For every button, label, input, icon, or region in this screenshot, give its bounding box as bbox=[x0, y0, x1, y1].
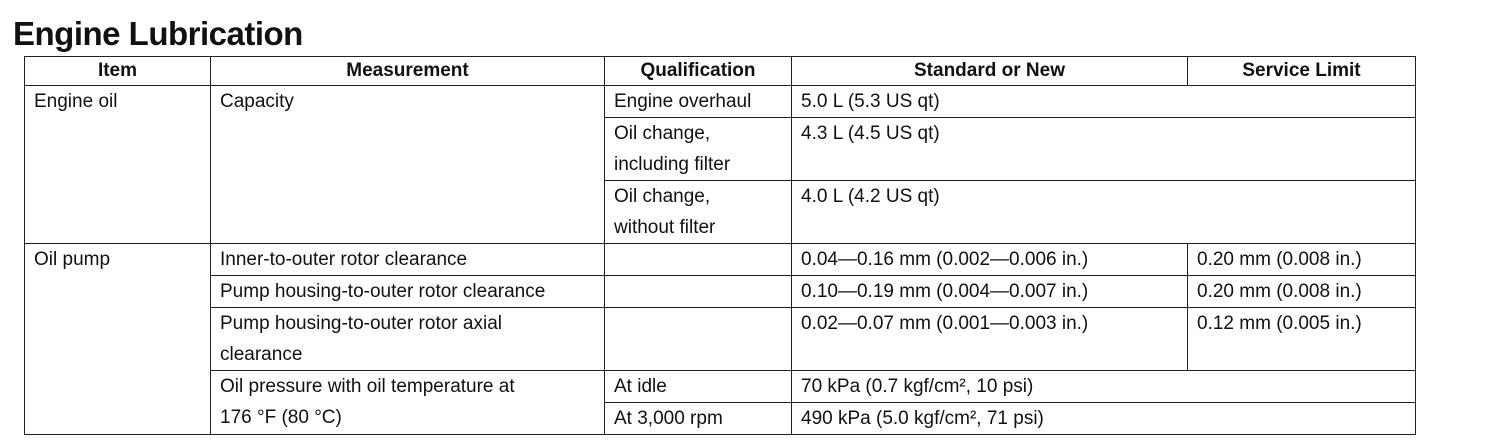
service-limit-cell: 0.20 mm (0.008 in.) bbox=[1188, 244, 1416, 276]
table-row bbox=[25, 276, 1416, 308]
spec-table bbox=[24, 56, 1416, 435]
standard-cell: 0.02—0.07 mm (0.001—0.003 in.) bbox=[792, 308, 1188, 371]
qualification-cell: Oil change, without filter bbox=[605, 181, 792, 244]
qualification-cell: Engine overhaul bbox=[605, 86, 792, 118]
measurement-cell: Inner-to-outer rotor clearance bbox=[211, 244, 605, 276]
standard-cell: 0.10—0.19 mm (0.004—0.007 in.) bbox=[792, 276, 1188, 308]
header-standard: Standard or New bbox=[792, 57, 1188, 86]
item-cell: Engine oil bbox=[25, 86, 211, 244]
page-title: Engine Lubrication bbox=[13, 15, 303, 52]
standard-cell: 4.3 L (4.5 US qt) bbox=[792, 118, 1416, 181]
qualification-cell bbox=[605, 308, 792, 371]
table-row bbox=[25, 308, 1416, 371]
qualification-cell: At 3,000 rpm bbox=[605, 403, 792, 435]
header-item: Item bbox=[25, 57, 211, 86]
standard-cell: 490 kPa (5.0 kgf/cm², 71 psi) bbox=[792, 403, 1416, 435]
table-row bbox=[25, 371, 1416, 403]
qualification-cell: Oil change, including filter bbox=[605, 118, 792, 181]
header-measurement: Measurement bbox=[211, 57, 605, 86]
measurement-cell: Pump housing-to-outer rotor clearance bbox=[211, 276, 605, 308]
standard-cell: 5.0 L (5.3 US qt) bbox=[792, 86, 1416, 118]
header-service-limit: Service Limit bbox=[1188, 57, 1416, 86]
item-cell: Oil pump bbox=[25, 244, 211, 435]
qualification-cell bbox=[605, 244, 792, 276]
service-limit-cell: 0.12 mm (0.005 in.) bbox=[1188, 308, 1416, 371]
measurement-cell: Pump housing-to-outer rotor axial clearance bbox=[211, 308, 605, 371]
header-qualification: Qualification bbox=[605, 57, 792, 86]
service-limit-cell: 0.20 mm (0.008 in.) bbox=[1188, 276, 1416, 308]
measurement-cell: Capacity bbox=[211, 86, 605, 244]
table-row bbox=[25, 86, 1416, 118]
standard-cell: 4.0 L (4.2 US qt) bbox=[792, 181, 1416, 244]
header-row bbox=[25, 57, 1416, 86]
measurement-cell: Oil pressure with oil temperature at 176 °F (80 °C) bbox=[211, 371, 605, 435]
table-row bbox=[25, 244, 1416, 276]
standard-cell: 70 kPa (0.7 kgf/cm², 10 psi) bbox=[792, 371, 1416, 403]
qualification-cell: At idle bbox=[605, 371, 792, 403]
qualification-cell bbox=[605, 276, 792, 308]
standard-cell: 0.04—0.16 mm (0.002—0.006 in.) bbox=[792, 244, 1188, 276]
